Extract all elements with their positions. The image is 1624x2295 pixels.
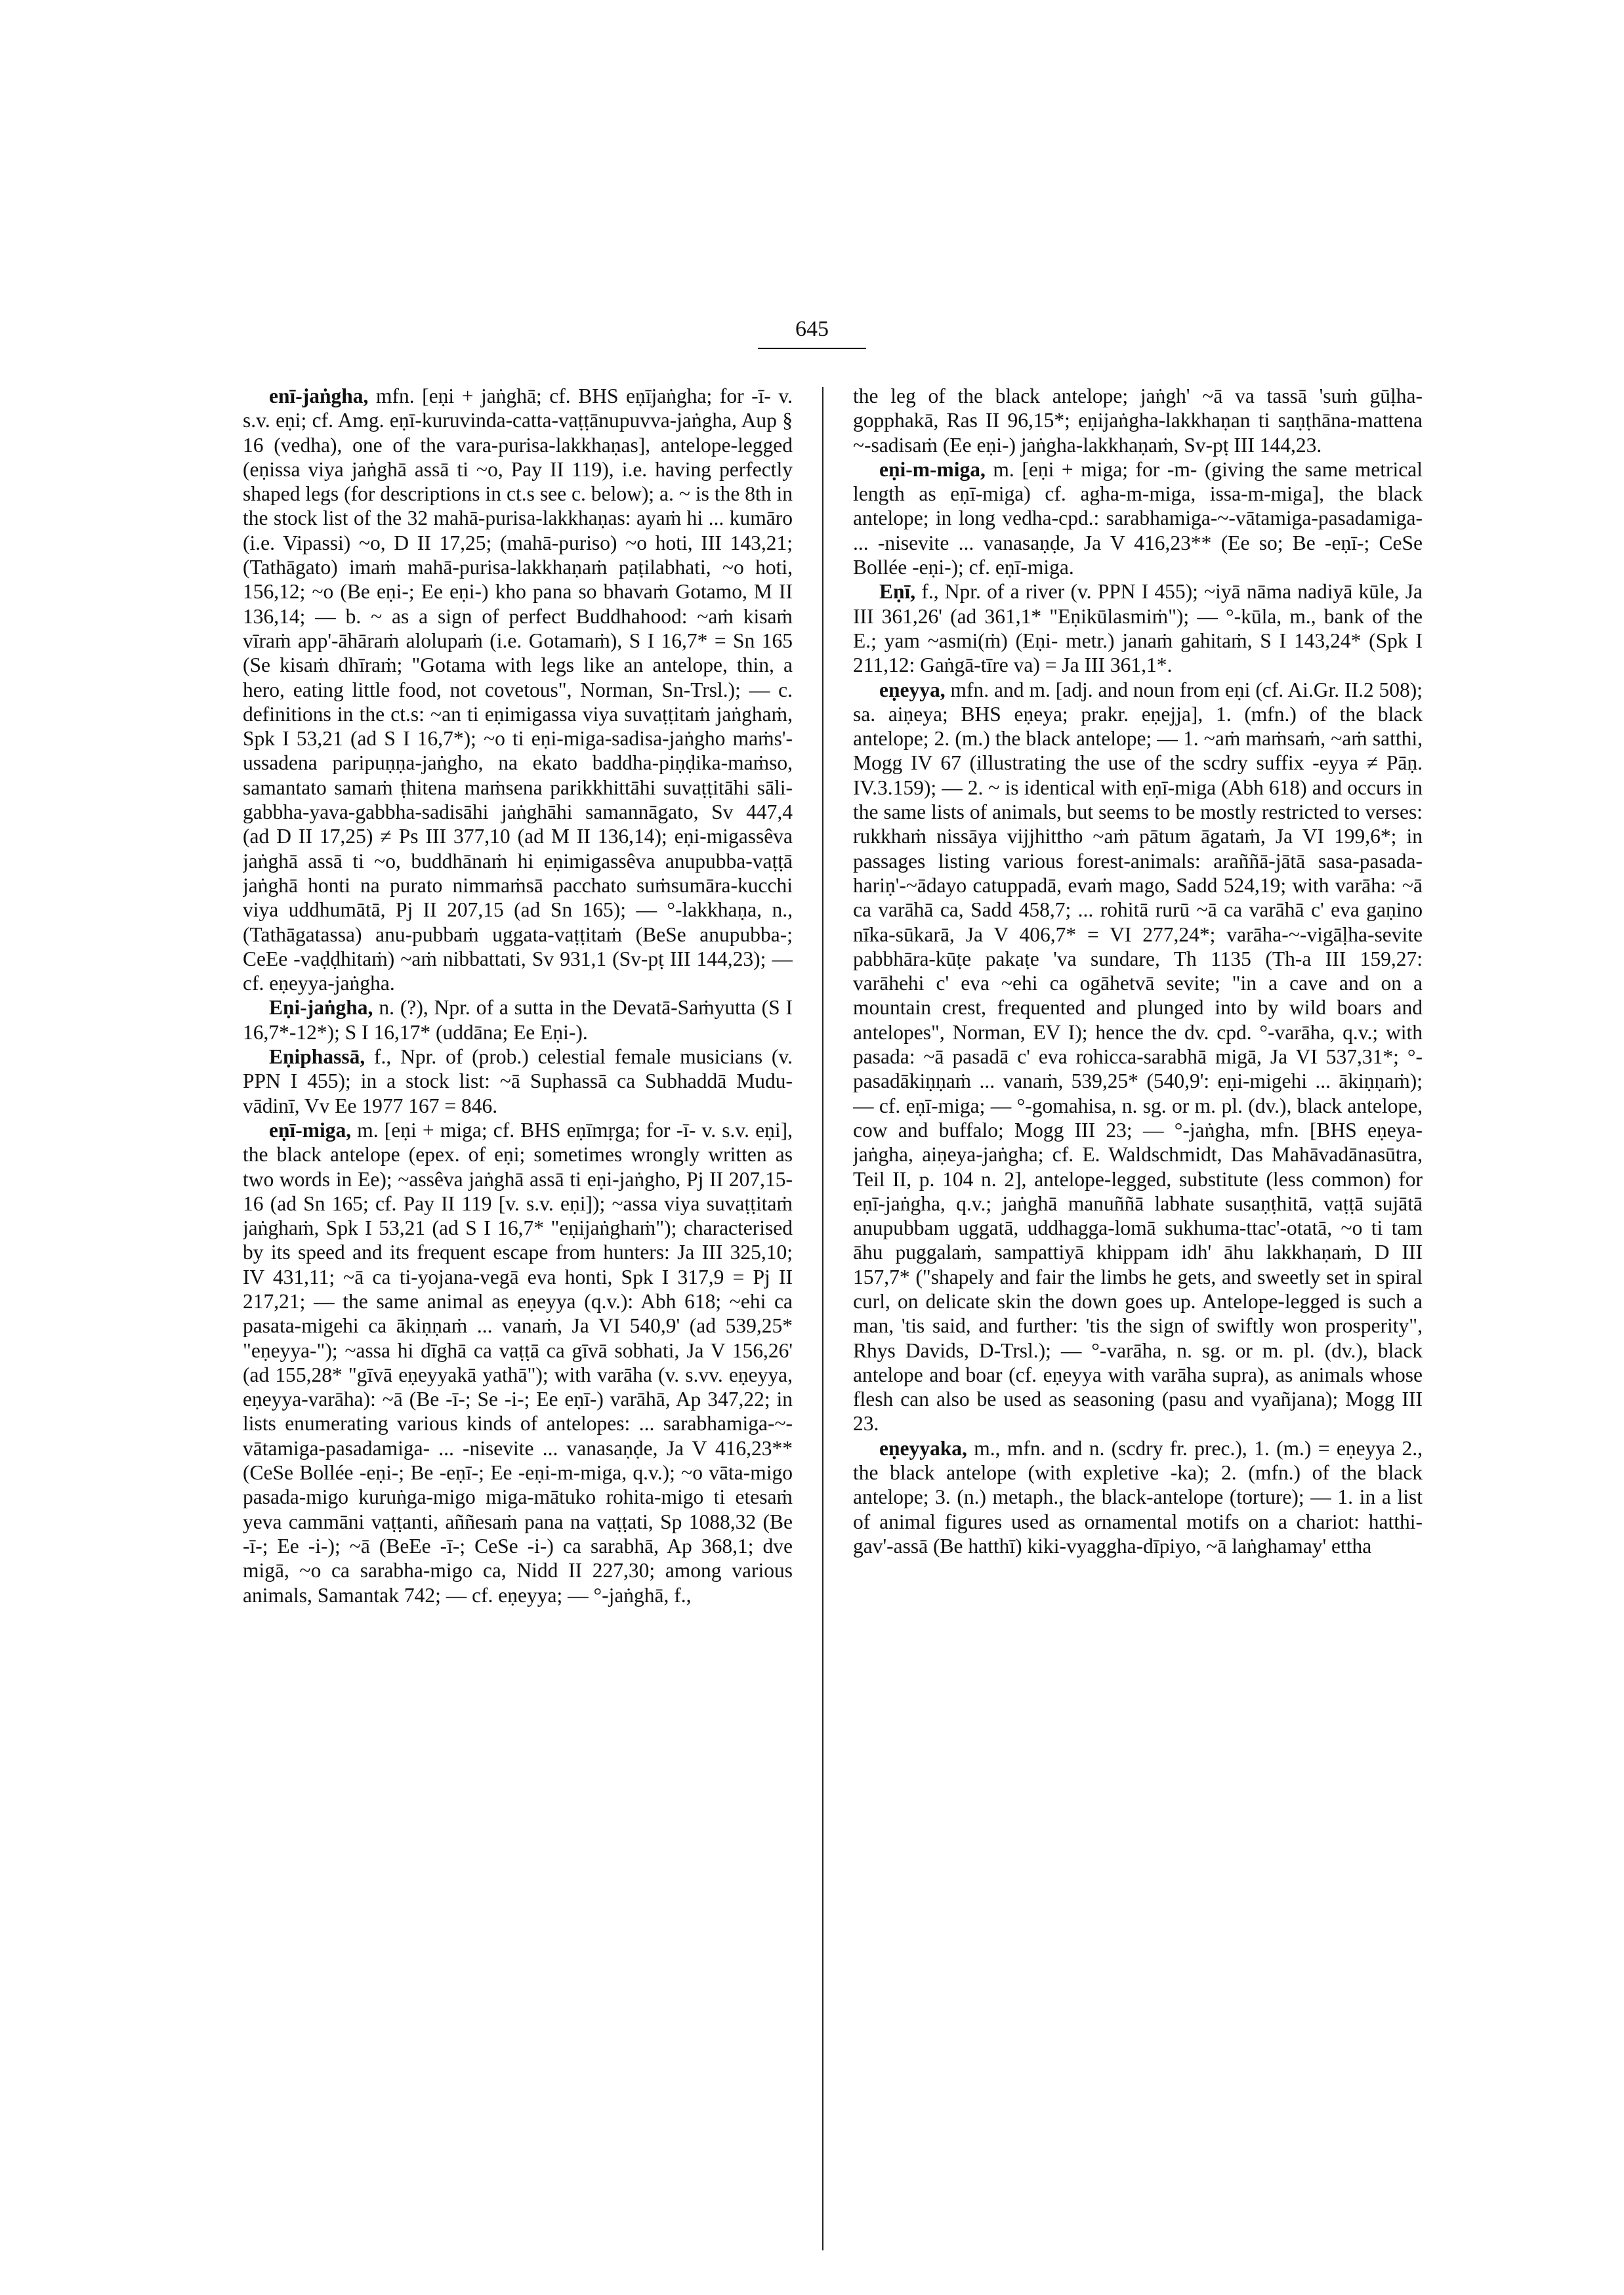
headword: eṇī-miga, (269, 1118, 352, 1142)
headword: eṇeyyaka, (879, 1436, 967, 1460)
entry-body: mfn. and m. [adj. and noun from eṇi (cf. Ai.Gr. II.2 508); sa. aiṇeya; BHS eṇeya; prakr. eṇejja], 1. (mfn.) of the black antelope; 2. (m.) the black antelope; — 1. ~aṁ maṁsaṁ, ~aṁ satthi, Mogg IV 67 (illustrating the use of the scdry suffix -eyya ≠ Pāṇ. IV.3.159); — 2. ~ is identical with eṇī-miga (Abh 618) and occurs in the same lists of animals, but seems to be mostly restricted to verses: rukkhaṁ nissāya vijjhittho ~aṁ pātum āgataṁ, Ja VI 199,6*; in passages listing various forest-animals: araññā-jātā sasa-pasada-hariṇ'-~ādayo catuppadā, evaṁ mago, Sadd 524,19; with varāha: ~ā ca varāhā ca, Sadd 458,7; ... rohitā rurū ~ā ca varāhā c' eva gaṇino nīka-sūkarā, Ja V 406,7* = VI 277,24*; varāha-~-vigāḷha-sevite pabbhāra-kūṭe pakaṭe 'va sundare, Th 1135 (Th-a III 159,27: varāhehi c' eva ~ehi ca ogāhetvā sevite; "in a cave and on a mountain crest, frequented and plunged into by wild boars and antelopes", Norman, EV I); hence the dv. cpd. °-varāha, q.v.; with pasada: ~ā pasadā c' eva rohicca-sarabhā migā, Ja VI 537,31*; °-pasadākiṇṇaṁ ... vanaṁ, 539,25* (540,9': eṇi-migehi ... ākiṇṇaṁ); — cf. eṇī-miga; — °-gomahisa, n. sg. or m. pl. (dv.), black antelope, cow and buffalo; Mogg III 23; — °-jaṅgha, mfn. [BHS eṇeya-jaṅgha, aiṇeya-jaṅgha; cf. E. Waldschmidt, Das Mahāvadānasūtra, Teil II, p. 104 n. 2], antelope-legged, substitute (less common) for eṇī-jaṅgha, q.v.; jaṅghā manuññā labhate susaṇṭhitā, vaṭṭā sujātā anupubbam uggatā, uddhagga-lomā sukhuma-ttac'-otatā, ~o ti tam āhu puggalaṁ, sampattiyā khippam idh' āhu lakkhaṇaṁ, D III 157,7* ("shapely and fair the limbs he gets, and sweetly set in spiral curl, on delicate skin the down goes up. Antelope-legged is such a man, 'tis said, and further: 'tis the sign of swiftly won prosperity", Rhys Davids, D-Trsl.); — °-varāha, n. sg. or m. pl. (dv.), black antelope and boar (cf. eṇeyya with varāha supra), as animals whose flesh can also be used as seasoning (pasu and vyañjana); Mogg III 23. (853, 678, 1423, 1436)
entry-body: m., mfn. and n. (scdry fr. prec.), 1. (m.) = eṇeyya 2., the black antelope (with expletive -ka); 2. (mfn.) of the black antelope; 3. (n.) metaph., the black-antelope (torture); — 1. in a list of animal figures used as ornamental motifs on a chariot: hatthi-gav'-assā (Be hatthī) kiki-vyaggha-dīpiyo, ~ā laṅghamay' ettha (853, 1436, 1423, 1558)
dictionary-entry-continuation (853, 384, 1423, 457)
dictionary-entry (243, 995, 793, 1044)
page-number-rule (758, 348, 866, 349)
entry-body: mfn. [eṇi + jaṅghā; cf. BHS eṇījaṅgha; for -ī- v. s.v. eṇi; cf. Amg. eṇī-kuruvinda-catta-vaṭṭānupuvva-jaṅgha, Aup § 16 (vedha), one of the vara-purisa-lakkhaṇas], antelope-legged (eṇissa viya jaṅghā assā ti ~o, Pay II 119), i.e. having perfectly shaped legs (for descriptions in ct.s see c. below); a. ~ is the 8th in the stock list of the 32 mahā-purisa-lakkhaṇas: ayaṁ hi ... kumāro (i.e. Vipassi) ~o, D II 17,25; (mahā-puriso) ~o hoti, III 143,21; (Tathāgato) imaṁ mahā-purisa-lakkhaṇaṁ paṭilabhati, ~o hoti, 156,12; ~o (Be eṇi-; Ee eṇi-) kho pana so bhavaṁ Gotamo, M II 136,14; — b. ~ as a sign of perfect Buddhahood: ~aṁ kisaṁ vīraṁ app'-āhāraṁ alolupaṁ (i.e. Gotamaṁ), S I 16,7* = Sn 165 (Se kisaṁ dhīraṁ; "Gotama with legs like an antelope, thin, a hero, eating little food, not covetous", Norman, Sn-Trsl.); — c. definitions in the ct.s: ~an ti eṇimigassa viya suvaṭṭitaṁ jaṅghaṁ, Spk I 53,21 (ad S I 16,7*); ~o ti eṇi-miga-sadisa-jaṅgho maṁs'-ussadena paripuṇṇa-jaṅgho, na ekato baddha-piṇḍika-maṁso, samantato samaṁ ṭhitena maṁsena parikkhittāhi suvaṭṭitāhi sāli-gabbha-yava-gabbha-sadisāhi jaṅghāhi samannāgato, Sv 447,4 (ad D II 17,25) ≠ Ps III 377,10 (ad M II 136,14); eṇi-migassêva jaṅghā assā ti ~o, buddhānaṁ hi eṇimigassêva anupubba-vaṭṭā jaṅghā honti na purato nimmaṁsā pacchato suṁsumāra-kucchi viya uddhumātā, Pj II 207,15 (ad Sn 165); — °-lakkhaṇa, n., (Tathāgatassa) anu-pubbaṁ uggata-vaṭṭitaṁ (BeSe anupubba-; CeEe -vaḍḍhitaṁ) ~aṁ nibbattati, Sv 931,1 (Sv-pṭ III 144,23); — cf. eṇeyya-jaṅgha. (243, 384, 793, 995)
entry-body: f., Npr. of a river (v. PPN I 455); ~iyā nāma nadiyā kūle, Ja III 361,26' (ad 361,1* "Eṇikūlasmiṁ"); — °-kūla, m., bank of the E.; yam ~asmi(ṁ) (Eṇi- metr.) janaṁ gahitaṁ, S I 143,24* (Spk I 211,12: Gaṅgā-tīre va) = Ja III 361,1*. (853, 580, 1423, 677)
dictionary-entry (243, 1118, 793, 1607)
headword: Eṇiphassā, (269, 1045, 365, 1069)
entry-body: m. [eṇi + miga; for -m- (giving the same metrical length as eṇī-miga) cf. agha-m-miga, issa-m-miga], the black antelope; in long vedha-cpd.: sarabhamiga-~-vātamiga-pasadamiga- ... -nisevite ... vanasaṇḍe, Ja V 416,23** (Ee so; Be -eṇī-; CeSe Bollée -eṇi-); cf. eṇī-miga. (853, 457, 1423, 579)
dictionary-entry (853, 579, 1423, 677)
dictionary-entry (243, 384, 793, 995)
right-column (853, 384, 1423, 2257)
column-divider (822, 387, 823, 2250)
headword: eṇi-m-miga, (879, 457, 986, 481)
headword: eṇeyya, (879, 678, 946, 701)
dictionary-entry (853, 678, 1423, 1436)
dictionary-entry (853, 457, 1423, 579)
headword: enī-jaṅgha, (269, 384, 369, 407)
entry-body: n. (?), Npr. of a sutta in the Devatā-Saṁyutta (S I 16,7*-12*); S I 16,17* (uddāna; Ee Eṇi-). (243, 996, 793, 1044)
headword: Eṇi-jaṅgha, (269, 996, 373, 1020)
entry-body: m. [eṇi + miga; cf. BHS eṇīmṛga; for -ī- v. s.v. eṇi], the black antelope (epex. of eṇi; sometimes wrongly written as two words in Ee); ~assêva jaṅghā assā ti eṇi-jaṅgho, Pj II 207,15-16 (ad Sn 165; cf. Pay II 119 [v. s.v. eṇi]); ~assa viya suvaṭṭitaṁ jaṅghaṁ, Spk I 53,21 (ad S I 16,7* "eṇijaṅghaṁ"); characterised by its speed and its frequent escape from hunters: Ja III 325,10; IV 431,11; ~ā ca ti-yojana-vegā eva honti, Spk I 317,9 = Pj II 217,21; — the same animal as eṇeyya (q.v.): Abh 618; ~ehi ca pasata-migehi ca ākiṇṇaṁ ... vanaṁ, Ja VI 540,9' (ad 539,25* "eṇeyya-"); ~assa hi dīghā ca vaṭṭā ca gīvā sobhati, Ja V 156,26' (ad 155,28* "gīvā eṇeyyakā yathā"); with varāha (v. s.vv. eṇeyya, eṇeyya-varāha): ~ā (Be -ī-; Se -i-; Ee eṇī-) varāhā, Ap 347,22; in lists enumerating various kinds of antelopes: ... sarabhamiga-~-vātamiga-pasadamiga- ... -nisevite ... vanasaṇḍe, Ja V 416,23** (CeSe Bollée -eṇi-; Be -eṇī-; Ee -eṇi-m-miga, q.v.); ~o vāta-migo pasada-migo kuruṅga-migo miga-mātuko rohita-migo ti etesaṁ yeva cammāni vaṭṭanti, aññesaṁ pana na vaṭṭati, Sp 1088,32 (Be -ī-; Ee -i-); ~ā (BeEe -ī-; CeSe -i-) ca sarabhā, Ap 368,1; dve migā, ~o ca sarabha-migo ca, Nidd II 227,30; among various animals, Samantak 742; — cf. eṇeyya; — °-jaṅghā, f., (243, 1118, 793, 1607)
entry-body: the leg of the black antelope; jaṅgh' ~ā va tassā 'suṁ gūḷha-gopphakā, Ras II 96,15*; eṇijaṅgha-lakkhaṇan ti saṇṭhāna-mattena ~-sadisaṁ (Ee eṇi-) jaṅgha-lakkhaṇaṁ, Sv-pṭ III 144,23. (853, 384, 1423, 457)
page-number: 645 (795, 317, 829, 341)
headword: Eṇī, (879, 580, 916, 604)
entry-body: f., Npr. of (prob.) celestial female musicians (v. PPN I 455); in a stock list: ~ā Suphassā ca Subhaddā Mudu-vādinī, Vv Ee 1977 167 = 846. (243, 1045, 793, 1117)
dictionary-entry (243, 1044, 793, 1118)
dictionary-entry (853, 1436, 1423, 1558)
left-column (243, 384, 793, 2257)
